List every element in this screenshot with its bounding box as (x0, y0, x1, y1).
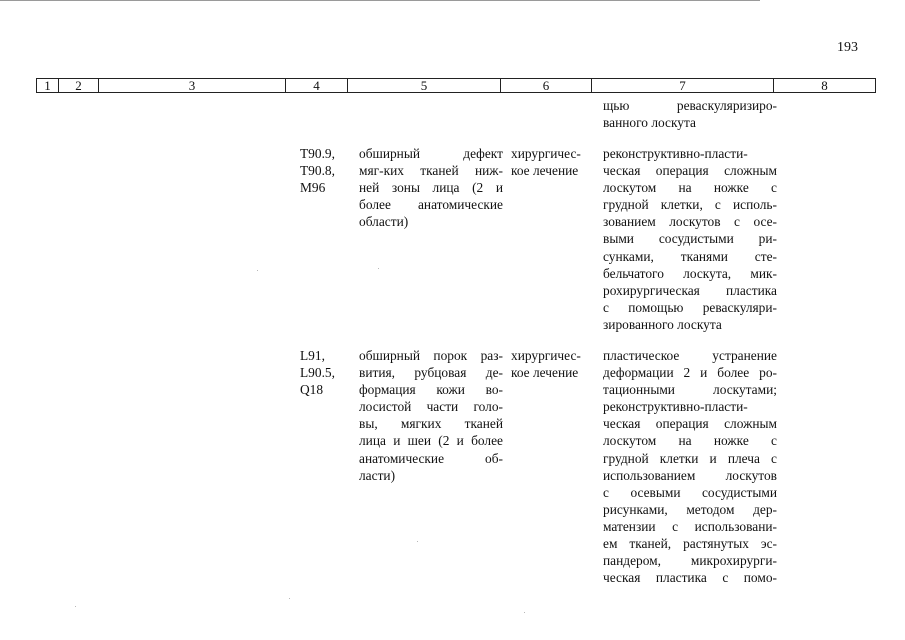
text-line: вития, рубцовая де- (359, 365, 503, 381)
text-line: рохирургическая пластика (603, 282, 777, 298)
scan-speck (75, 606, 76, 607)
text-line: хирургичес- (511, 348, 581, 363)
text-line: ем тканей, растянутых эс- (603, 536, 777, 552)
row1-treatment-method (603, 145, 777, 333)
row2-treatment-type (511, 347, 595, 381)
text-line: лоскутом на ножке с (603, 433, 777, 449)
text-line: пластическое устранение (603, 348, 777, 363)
column-number-header (36, 78, 876, 93)
scan-speck (524, 612, 525, 613)
text-line: анатомические об- (359, 450, 503, 466)
text-line: ческая операция сложным (603, 416, 777, 432)
continued-treatment-method (603, 97, 777, 131)
column-number-4: 4 (286, 79, 348, 93)
text-line: мяг-ких тканей ниж- (359, 163, 503, 179)
text-line: грудной клетки, с исполь- (603, 197, 777, 213)
scan-speck (257, 270, 258, 271)
text-line: обширный порок раз- (359, 348, 503, 363)
row2-treatment-method (603, 347, 777, 586)
icd-code: M96 (300, 180, 326, 196)
text-line: с помощью реваскуляри- (603, 299, 777, 315)
text-line: щью реваскуляризиро- (603, 98, 777, 113)
page-number: 193 (837, 40, 858, 55)
text-line: ласти) (359, 467, 396, 483)
text-line: ванного лоскута (603, 115, 696, 131)
icd-code: T90.9, (300, 146, 335, 161)
row1-treatment-type (511, 145, 595, 179)
icd-code: Q18 (300, 382, 324, 398)
text-line: кое лечение (511, 365, 579, 381)
text-line: формация кожи во- (359, 382, 503, 398)
icd-code: T90.8, (300, 163, 335, 179)
text-line: лоскутом на ножке с (603, 180, 777, 196)
text-line: ней зоны лица (2 и (359, 180, 503, 196)
text-line: вы, мягких тканей (359, 416, 503, 432)
row2-patient-model (359, 347, 503, 484)
column-number-2: 2 (59, 79, 99, 93)
text-line: рисунками, методом дер- (603, 501, 777, 517)
column-number-8: 8 (774, 79, 876, 93)
column-number-5: 5 (348, 79, 501, 93)
text-line: использованием лоскутов (603, 467, 777, 483)
text-line: более анатомические (359, 197, 503, 213)
scan-speck (289, 598, 290, 599)
column-number-3: 3 (99, 79, 286, 93)
column-number-7: 7 (592, 79, 774, 93)
text-line: зированного лоскута (603, 316, 722, 332)
icd-code: L90.5, (300, 365, 335, 381)
text-line: ческая пластика с помо- (603, 570, 777, 586)
text-line: ческая операция сложным (603, 163, 777, 179)
text-line: матензии с использовани- (603, 518, 777, 534)
text-line: бельчатого лоскута, мик- (603, 265, 777, 281)
text-line: с осевыми сосудистыми (603, 484, 777, 500)
text-line: лица и шеи (2 и более (359, 433, 503, 449)
text-line: лосистой части голо- (359, 399, 503, 415)
row2-icd-codes (300, 347, 360, 398)
text-line: зованием лоскутов с осе- (603, 214, 777, 230)
text-line: тационными лоскутами; (603, 382, 777, 398)
text-line: кое лечение (511, 163, 579, 179)
scan-speck (417, 541, 418, 542)
text-line: сунками, тканями сте- (603, 248, 777, 264)
text-line: выми сосудистыми ри- (603, 231, 777, 247)
row1-patient-model (359, 145, 503, 230)
column-number-6: 6 (501, 79, 592, 93)
text-line: реконструктивно-пласти- (603, 399, 748, 415)
scan-speck (378, 268, 379, 269)
text-line: пандером, микрохирурги- (603, 553, 777, 569)
text-line: хирургичес- (511, 146, 581, 161)
text-line: обширный дефект (359, 146, 503, 161)
text-line: грудной клетки и плеча с (603, 450, 777, 466)
text-line: деформации 2 и более ро- (603, 365, 777, 381)
text-line: области) (359, 214, 409, 230)
text-line: реконструктивно-пласти- (603, 146, 748, 161)
column-number-1: 1 (37, 79, 59, 93)
row1-icd-codes (300, 145, 360, 196)
scan-edge-line (0, 0, 760, 1)
icd-code: L91, (300, 348, 325, 363)
